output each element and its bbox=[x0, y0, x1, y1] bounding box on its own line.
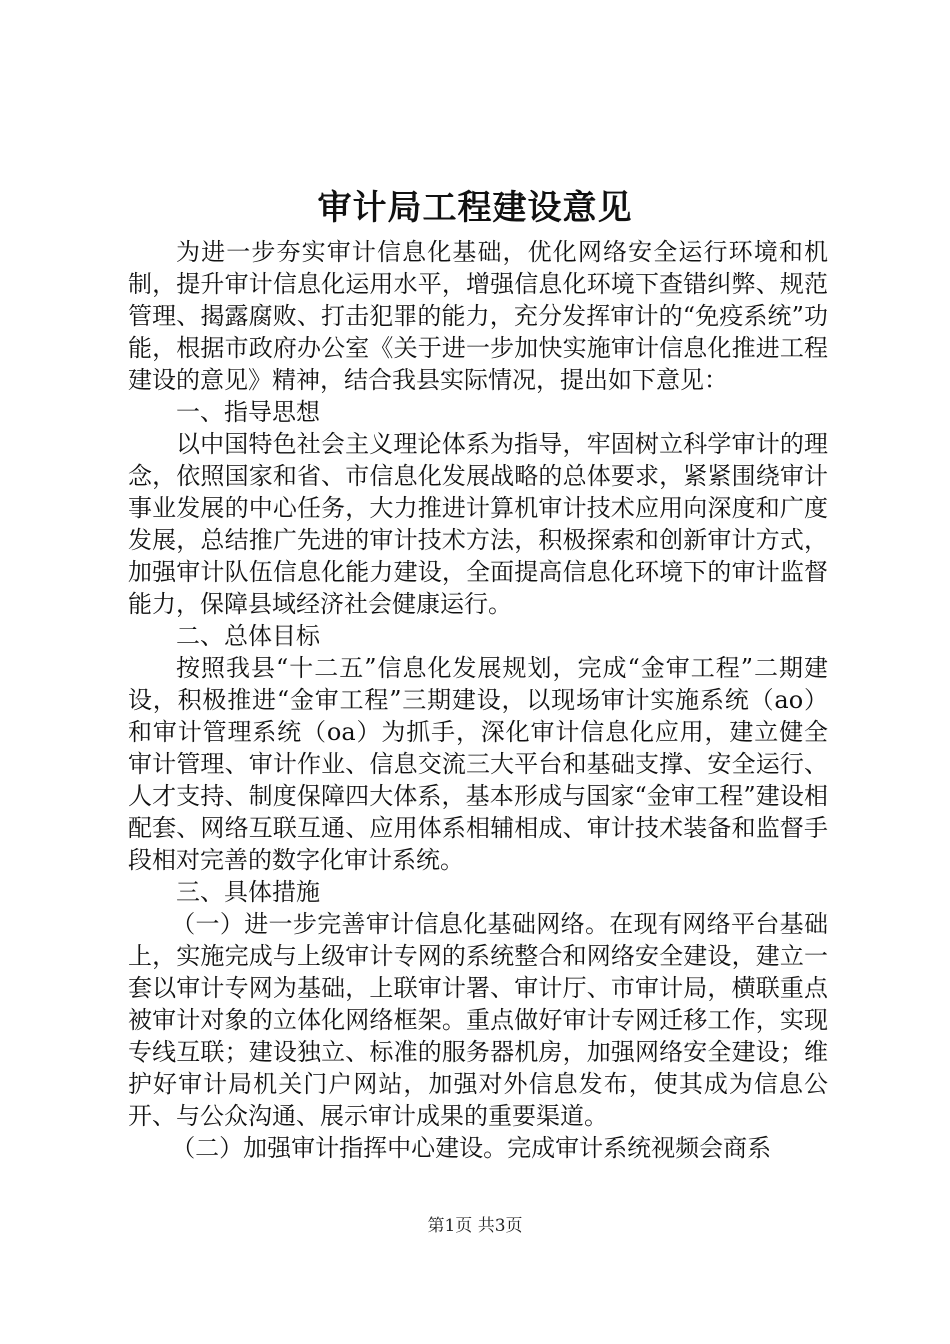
section-heading-guiding-thought: 一、指导思想 bbox=[176, 398, 320, 426]
overall-goal-paragraph: 按照我县“十二五”信息化发展规划，完成“金审工程”二期建设，积极推进“金审工程”三期建设，以现场审计实施系统（ao）和审计管理系统（oa）为抓手，深化审计信息化应用，建立健全审计管理、审计作业、信息交流三大平台和基础支撑、安全运行、人才支持、制度保障四大体系，基本形成与国家“金审工程”建设相配套、网络互联互通、应用体系相辅相成、审计技术装备和监督手段相对完善的数字化审计系统。 bbox=[128, 654, 828, 874]
section-heading-specific-measures: 三、具体措施 bbox=[176, 878, 320, 906]
page-number-footer: 第1页 共3页 bbox=[427, 1216, 523, 1236]
document-title: 审计局工程建设意见 bbox=[317, 188, 633, 228]
guiding-thought-paragraph: 以中国特色社会主义理论体系为指导，牢固树立科学审计的理念，依照国家和省、市信息化发展战略的总体要求，紧紧围绕审计事业发展的中心任务，大力推进计算机审计技术应用向深度和广度发展，总结推广先进的审计技术方法，积极探索和创新审计方式，加强审计队伍信息化能力建设，全面提高信息化环境下的审计监督能力，保障县域经济社会健康运行。 bbox=[128, 430, 828, 618]
measure-one-paragraph: （一）进一步完善审计信息化基础网络。在现有网络平台基础上，实施完成与上级审计专网的系统整合和网络安全建设，建立一套以审计专网为基础，上联审计署、审计厅、市审计局，横联重点被审计对象的立体化网络框架。重点做好审计专网迁移工作，实现专线互联；建设独立、标准的服务器机房，加强网络安全建设；维护好审计局机关门户网站，加强对外信息发布，使其成为信息公开、与公众沟通、展示审计成果的重要渠道。 bbox=[128, 910, 828, 1130]
intro-paragraph: 为进一步夯实审计信息化基础，优化网络安全运行环境和机制，提升审计信息化运用水平，增强信息化环境下查错纠弊、规范管理、揭露腐败、打击犯罪的能力，充分发挥审计的“免疫系统”功能，根据市政府办公室《关于进一步加快实施审计信息化推进工程建设的意见》精神，结合我县实际情况，提出如下意见： bbox=[128, 238, 828, 394]
document-body bbox=[128, 236, 828, 1164]
section-heading-overall-goal: 二、总体目标 bbox=[176, 622, 320, 650]
measure-two-paragraph: （二）加强审计指挥中心建设。完成审计系统视频会商系 bbox=[171, 1134, 772, 1162]
